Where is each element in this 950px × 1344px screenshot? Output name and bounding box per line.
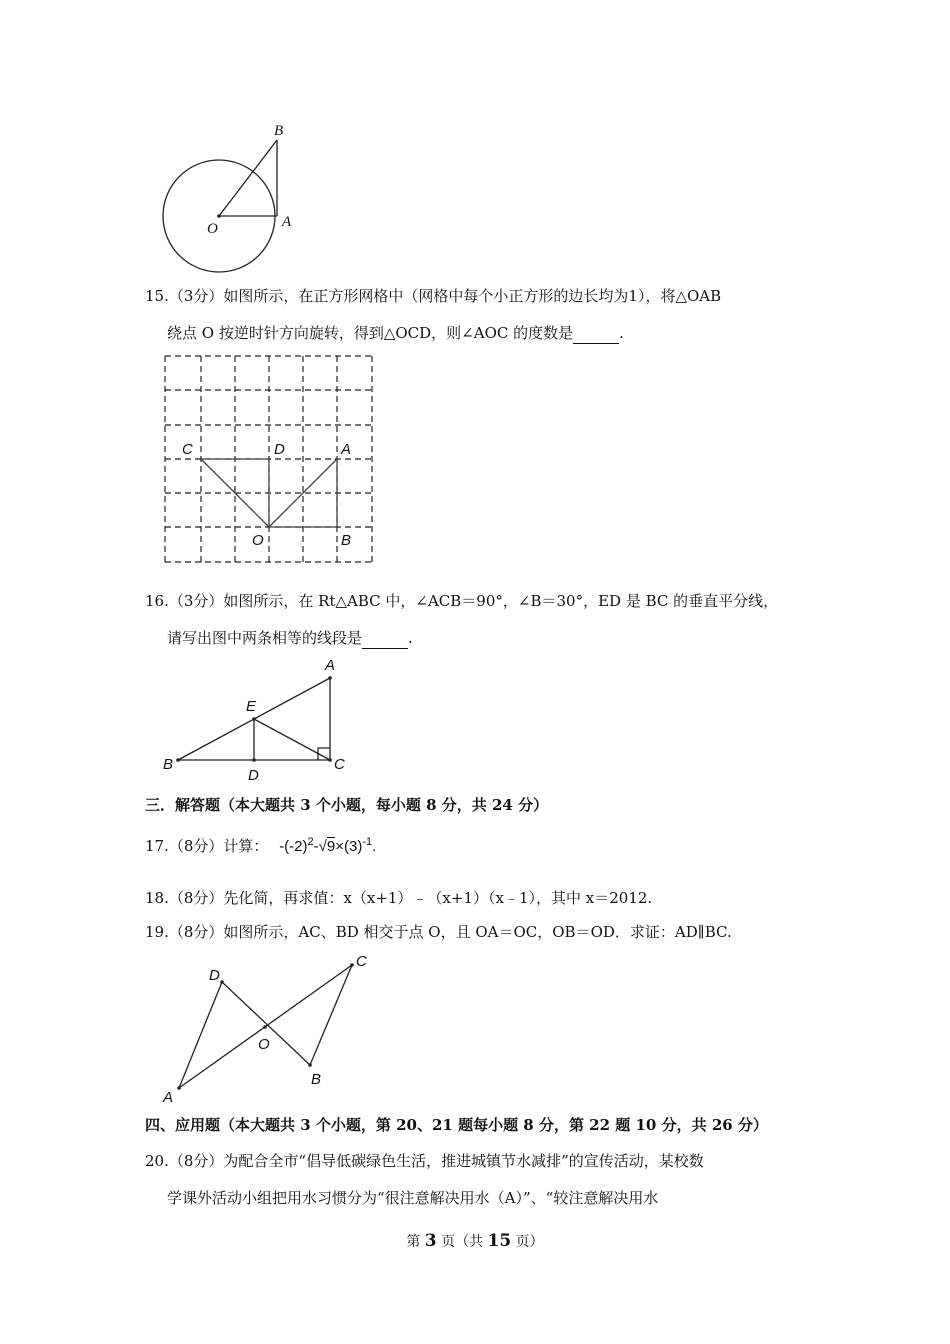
label-a: A [282,214,292,230]
label-d: D [248,767,259,784]
page-footer [0,1231,950,1251]
label-c: C [182,441,193,458]
q17-expr-a: -(-2) [279,838,308,855]
q17 [145,832,376,857]
q20-line2: 学课外活动小组把用水习惯分为“很注意解决用水（A）”、“较注意解决用水 [167,1189,659,1207]
q15-line1: 15.（3分）如图所示，在正方形网格中（网格中每个小正方形的边长均为1），将△OAB [145,287,722,305]
q20-line1: 20.（8分）为配合全市“倡导低碳绿色生活，推进城镇节水减排”的宣传活动，某校数 [145,1152,704,1170]
right-triangle-figure [158,655,358,785]
q16-line1: 16.（3分）如图所示，在 Rt△ABC 中，∠ACB＝90°，∠B＝30°，ED 是 BC 的垂直平分线， [145,592,779,610]
footer-page: 3 [424,1231,437,1251]
label-b: B [163,756,174,773]
section3-heading: 三．解答题（本大题共 3 个小题，每小题 8 分，共 24 分） [145,796,549,814]
q16-line2-end: . [408,629,413,647]
q17-expression [279,838,376,855]
q16-line2 [167,628,413,649]
circle-tangent-figure [150,115,310,280]
label-e: E [246,698,257,715]
footer-post: 页） [511,1234,544,1250]
q15-answer-blank[interactable] [573,323,619,344]
label-b: B [341,532,352,549]
q15-line2-end: . [619,324,624,342]
q17-expr-c: ×(3) [335,838,363,855]
label-a: A [163,1089,174,1106]
q17-expr-b: - [313,838,319,855]
grid-rotation-figure [160,350,385,572]
sqrt-icon: √ [318,838,327,855]
q17-exp1: 2 [307,836,314,848]
label-d: D [274,441,285,458]
q15-line2 [167,323,624,344]
label-c: C [334,756,345,773]
label-b: B [311,1071,322,1088]
section4-heading: 四、应用题（本大题共 3 个小题，第 20、21 题每小题 8 分，第 22 题 10 分，共 26 分） [145,1116,768,1134]
segment-ob [219,140,277,216]
label-c: C [356,953,367,970]
q16-line2-text: 请写出图中两条相等的线段是 [167,629,363,647]
q17-radicand: 9 [326,838,336,855]
label-o: O [258,1036,270,1053]
q16-answer-blank[interactable] [362,628,408,649]
footer-total: 15 [487,1231,512,1251]
q19: 19.（8分）如图所示，AC、BD 相交于点 O，且 OA＝OC，OB＝OD．求证：AD∥BC. [145,923,732,941]
q17-prefix: 17.（8分）计算： [145,837,269,855]
footer-pre: 第 [406,1234,425,1250]
label-a: A [325,657,336,674]
label-b: B [274,123,284,139]
label-o: O [252,532,264,549]
q17-end: . [372,838,377,855]
q17-exp2: -1 [362,836,373,848]
label-a: A [341,441,352,458]
point-o [217,214,221,218]
label-d: D [209,967,220,984]
footer-mid: 页（共 [436,1234,488,1250]
label-o: O [207,221,218,237]
q18: 18.（8分）先化简，再求值：x（x+1）﹣（x+1）（x﹣1），其中 x＝2012. [145,889,653,907]
crossing-segments-figure [155,948,385,1108]
q15-line2-text: 绕点 O 按逆时针方向旋转，得到△OCD，则∠AOC 的度数是 [167,324,574,342]
